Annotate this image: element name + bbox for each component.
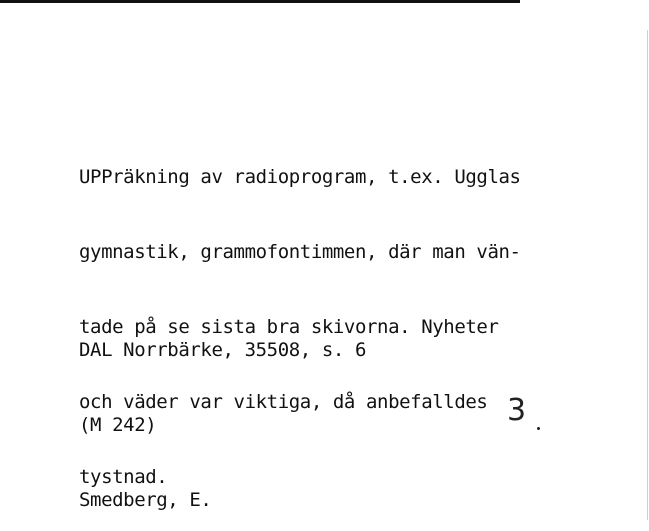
description-line-5: tystnad. (79, 466, 168, 488)
right-edge-shadow (647, 30, 648, 520)
archive-reference: (M 242) (79, 414, 157, 436)
record-metadata (79, 288, 366, 531)
description-line-2: gymnastik, grammofontimmen, där man vän- (79, 241, 521, 263)
description-line-3: tade på se sista bra skivorna. Nyheter (79, 316, 499, 338)
description-line-1: UPPräkning av radioprogram, t.ex. Ugglas (79, 166, 521, 188)
description-line-4: och väder var viktiga, då anbefalldes (79, 391, 488, 413)
top-border-line (0, 0, 520, 3)
ink-dot (537, 427, 540, 430)
informant-name: Smedberg, E. (79, 489, 212, 511)
location-line: DAL Norrbärke, 35508, s. 6 (79, 339, 367, 361)
handwritten-card-number: 3 (507, 393, 527, 428)
